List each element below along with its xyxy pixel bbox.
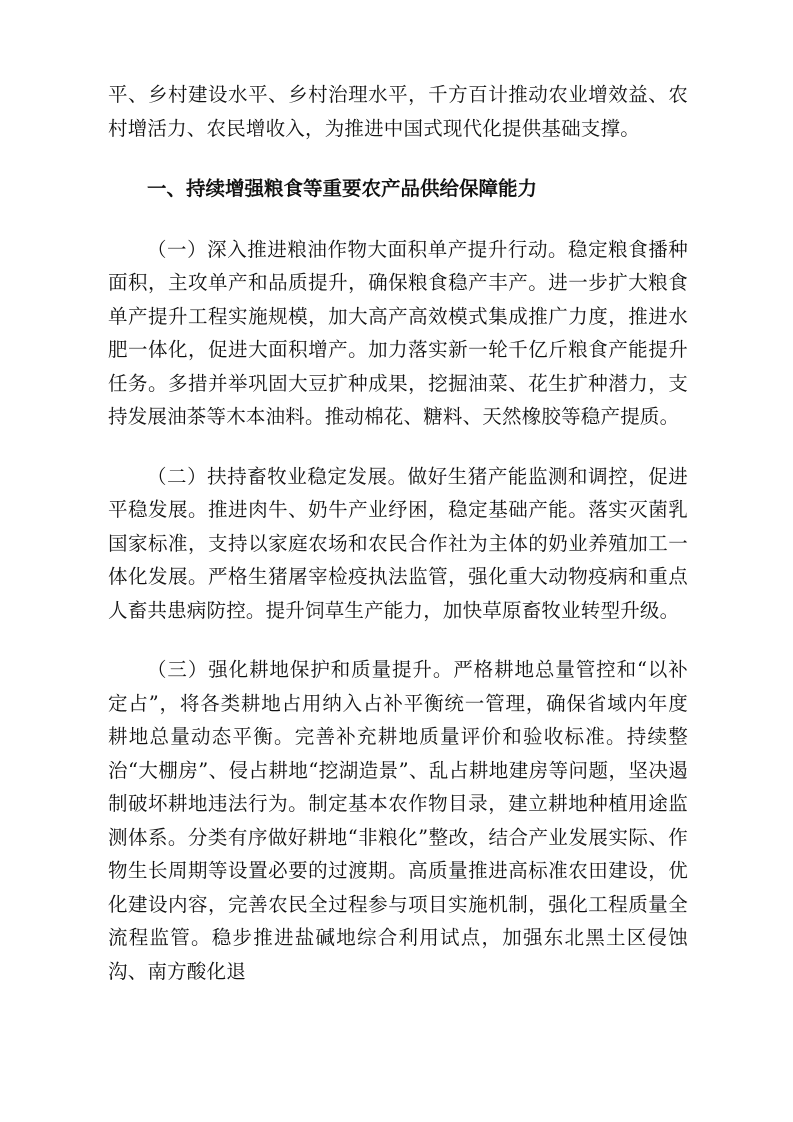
paragraph-farmland-protection: （三）强化耕地保护和质量提升。严格耕地总量管控和“以补定占”，将各类耕地占用纳入占补平衡统一管理，确保省域内年度耕地总量动态平衡。完善补充耕地质量评价和验收标准。持续整治“大棚房”、侵占耕地“挖湖造景”、乱占耕地建房等问题，坚决遏制破坏耕地违法行为。制定基本农作物目录，建立耕地种植用途监测体系。分类有序做好耕地“非粮化”整改，结合产业发展实际、作物生长周期等设置必要的过渡期。高质量推进高标准农田建设，优化建设内容，完善农民全过程参与项目实施机制，强化工程质量全流程监管。稳步推进盐碱地综合利用试点，加强东北黑土区侵蚀沟、南方酸化退 bbox=[108, 658, 688, 983]
paragraph-grain-oil-yield: （一）深入推进粮油作物大面积单产提升行动。稳定粮食播种面积，主攻单产和品质提升，确保粮食稳产丰产。进一步扩大粮食单产提升工程实施规模，加大高产高效模式集成推广力度，推进水肥一体化，促进大面积增产。加力落实新一轮千亿斤粮食产能提升任务。多措并举巩固大豆扩种成果，挖掘油菜、花生扩种潜力，支持发展油茶等木本油料。推动棉花、糖料、天然橡胶等稳产提质。 bbox=[108, 237, 688, 428]
paragraph-livestock: （二）扶持畜牧业稳定发展。做好生猪产能监测和调控，促进平稳发展。推进肉牛、奶牛产业纾困，稳定基础产能。落实灭菌乳国家标准，支持以家庭农场和农民合作社为主体的奶业养殖加工一体化发展。严格生猪屠宰检疫执法监管，强化重大动物疫病和重点人畜共患病防控。提升饲草生产能力，加快草原畜牧业转型升级。 bbox=[108, 464, 688, 622]
document-body bbox=[108, 78, 688, 988]
section-heading: 一、持续增强粮食等重要农产品供给保障能力 bbox=[147, 177, 538, 200]
continuation-paragraph: 平、乡村建设水平、乡村治理水平，千方百计推动农业增效益、农村增活力、农民增收入，为推进中国式现代化提供基础支撑。 bbox=[108, 83, 688, 140]
